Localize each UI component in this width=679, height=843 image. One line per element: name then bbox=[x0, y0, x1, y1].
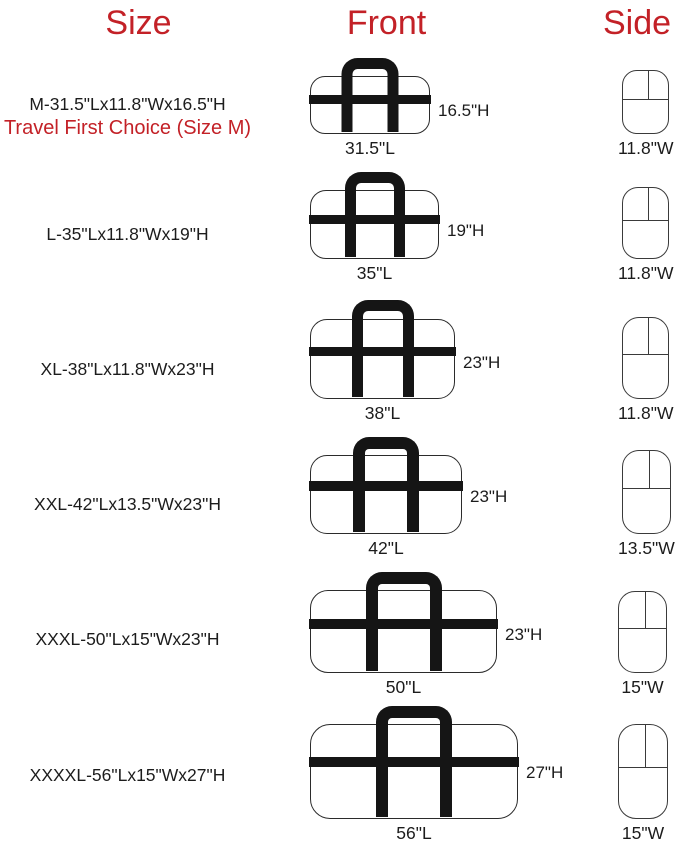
length-label: 50"L bbox=[385, 677, 422, 697]
side-cell bbox=[540, 436, 679, 571]
length-label: 31.5"L bbox=[344, 138, 395, 158]
front-cell bbox=[255, 436, 540, 571]
size-cell bbox=[0, 44, 255, 166]
height-label: 23"H bbox=[463, 353, 501, 372]
bag-handle bbox=[342, 58, 399, 132]
width-label: 13.5"W bbox=[618, 538, 675, 558]
front-cell bbox=[255, 44, 540, 166]
size-dimensions-label: XXL-42"Lx13.5"Wx23"H bbox=[34, 493, 221, 514]
size-row-xxl bbox=[0, 436, 679, 571]
duffel-bag-side-icon bbox=[618, 724, 668, 819]
duffel-bag-front-icon bbox=[310, 58, 490, 134]
side-seam-vertical bbox=[649, 451, 650, 488]
bag-handle bbox=[352, 300, 414, 397]
front-cell bbox=[255, 571, 543, 706]
size-cell bbox=[0, 166, 255, 301]
side-figure-stack bbox=[618, 317, 674, 423]
size-dimensions-label: XL-38"Lx11.8"Wx23"H bbox=[40, 358, 215, 379]
duffel-bag-front-icon bbox=[310, 301, 501, 399]
length-label: 56"L bbox=[396, 823, 432, 843]
duffel-bag-side-icon bbox=[622, 70, 669, 134]
front-cell bbox=[255, 166, 540, 301]
column-header-size: Size bbox=[105, 4, 172, 42]
side-cell bbox=[540, 301, 679, 436]
size-cell bbox=[0, 301, 255, 436]
width-label: 11.8"W bbox=[618, 263, 674, 283]
bag-handle bbox=[366, 572, 442, 671]
size-cell bbox=[0, 571, 255, 706]
side-seam-horizontal bbox=[623, 220, 668, 221]
height-label: 16.5"H bbox=[438, 101, 490, 120]
size-row-xl bbox=[0, 301, 679, 436]
size-cell bbox=[0, 706, 255, 843]
duffel-bag-front-icon bbox=[310, 172, 485, 259]
length-label: 35"L bbox=[356, 263, 393, 283]
size-dimensions-label: XXXL-50"Lx15"Wx23"H bbox=[35, 628, 220, 649]
size-row-l bbox=[0, 166, 679, 301]
size-cell bbox=[0, 436, 255, 571]
side-figure-stack bbox=[618, 187, 674, 283]
length-label: 38"L bbox=[364, 403, 401, 423]
size-dimensions-label: M-31.5"Lx11.8"Wx16.5"H bbox=[29, 94, 226, 114]
side-seam-horizontal bbox=[623, 99, 668, 100]
height-label: 19"H bbox=[447, 221, 485, 240]
size-row-xxxxl bbox=[0, 706, 679, 843]
side-figure-stack bbox=[618, 724, 668, 843]
duffel-bag-front-icon bbox=[310, 572, 543, 673]
duffel-bag-side-icon bbox=[622, 450, 671, 534]
chart-header-row bbox=[0, 0, 679, 44]
side-seam-horizontal bbox=[619, 628, 666, 629]
side-seam-horizontal bbox=[619, 767, 667, 768]
side-seam-vertical bbox=[648, 318, 649, 354]
column-header-front: Front bbox=[346, 4, 427, 42]
width-label: 11.8"W bbox=[618, 138, 674, 158]
side-cell bbox=[540, 44, 679, 166]
duffel-bag-side-icon bbox=[622, 317, 669, 399]
size-row-xxxl bbox=[0, 571, 679, 706]
bag-handle bbox=[345, 172, 405, 257]
height-label: 23"H bbox=[470, 487, 508, 506]
duffel-bag-side-icon bbox=[618, 591, 667, 673]
duffel-bag-front-icon bbox=[310, 706, 564, 819]
width-label: 15"W bbox=[621, 823, 665, 843]
side-figure-stack bbox=[618, 450, 675, 558]
size-dimensions-label: XXXXL-56"Lx15"Wx27"H bbox=[29, 764, 226, 785]
side-seam-vertical bbox=[645, 592, 646, 628]
side-seam-horizontal bbox=[623, 354, 668, 355]
bag-handle bbox=[376, 706, 452, 817]
side-seam-horizontal bbox=[623, 488, 670, 489]
size-dimensions-label: L-35"Lx11.8"Wx19"H bbox=[46, 223, 209, 244]
column-header-side: Side bbox=[602, 4, 672, 42]
length-label: 42"L bbox=[368, 538, 404, 558]
side-figure-stack bbox=[618, 70, 674, 158]
height-label: 27"H bbox=[526, 763, 564, 782]
side-cell bbox=[540, 166, 679, 301]
side-seam-vertical bbox=[648, 188, 649, 220]
size-row-m bbox=[0, 44, 679, 166]
duffel-bag-side-icon bbox=[622, 187, 669, 259]
bag-handle bbox=[353, 437, 419, 532]
front-cell bbox=[255, 706, 564, 843]
front-cell bbox=[255, 301, 540, 436]
duffel-bag-front-icon bbox=[310, 437, 508, 534]
height-label: 23"H bbox=[505, 625, 543, 644]
width-label: 15"W bbox=[621, 677, 664, 697]
side-seam-vertical bbox=[648, 71, 649, 99]
width-label: 11.8"W bbox=[618, 403, 674, 423]
side-figure-stack bbox=[618, 591, 667, 697]
side-seam-vertical bbox=[645, 725, 646, 767]
side-cell bbox=[540, 571, 679, 706]
brand-note-label: Travel First Choice (Size M) bbox=[3, 117, 252, 139]
